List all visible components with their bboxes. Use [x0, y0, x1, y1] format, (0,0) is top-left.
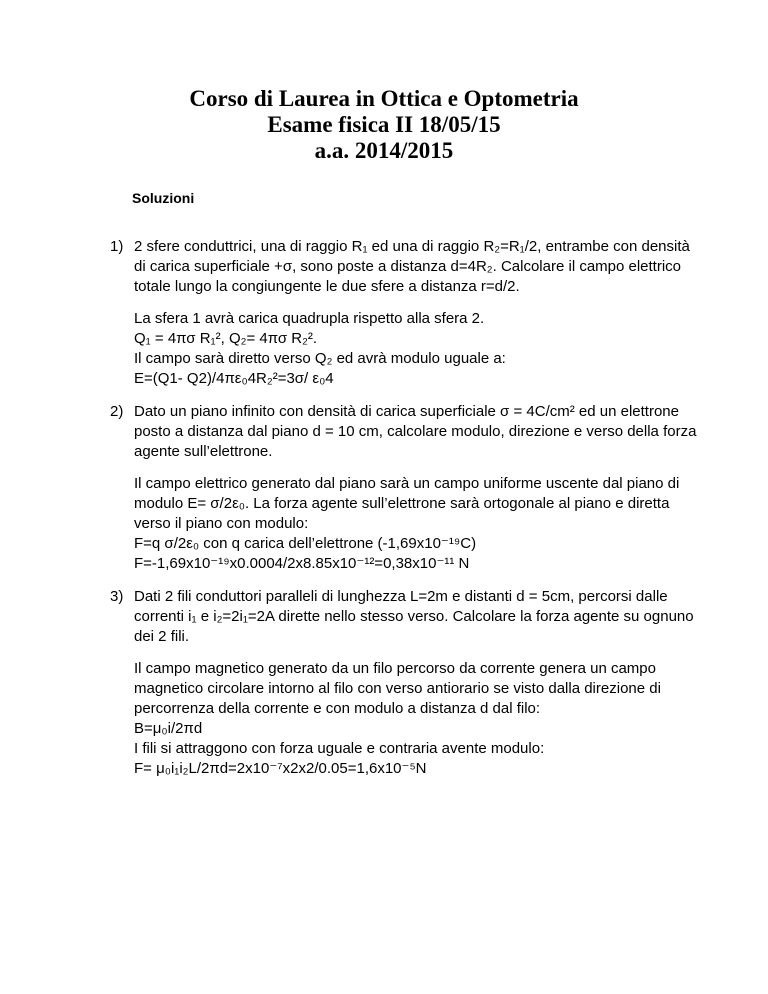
answer-line: verso il piano con modulo: [134, 515, 309, 532]
question-number: 2) [110, 403, 124, 420]
section-heading: Soluzioni [132, 190, 195, 206]
question-text-line: Dati 2 fili conduttori paralleli di lunghezza L=2m e distanti d = 5cm, percorsi dalle [134, 588, 668, 605]
answer-line: La sfera 1 avrà carica quadrupla rispetto alla sfera 2. [134, 310, 485, 327]
question-text-line: correnti i₁ e i₂=2i₁=2A dirette nello stesso verso. Calcolare la forza agente su ognuno [134, 608, 694, 625]
question-number: 1) [110, 238, 124, 255]
answer-line: B=μ₀i/2πd [134, 720, 203, 737]
answer-line: F=-1,69x10⁻¹⁹x0.0004/2x8.85x10⁻¹²=0,38x10⁻¹¹ N [134, 555, 470, 572]
question-text-line: agente sull’elettrone. [134, 443, 273, 460]
answer-line: magnetico circolare intorno al filo con verso antiorario se visto dalla direzione di [134, 680, 661, 697]
question-number: 3) [110, 588, 124, 605]
answer-line: Il campo magnetico generato da un filo percorso da corrente genera un campo [134, 660, 656, 677]
question-text-line: 2 sfere conduttrici, una di raggio R₁ ed una di raggio R₂=R₁/2, entrambe con densità [134, 238, 690, 255]
answer-line: modulo E= σ/2ε₀. La forza agente sull’elettrone sarà ortogonale al piano e diretta [134, 495, 670, 512]
answer-line: E=(Q1- Q2)/4πε₀4R₂²=3σ/ ε₀4 [134, 370, 334, 387]
question-text-line: Dato un piano infinito con densità di carica superficiale σ = 4C/cm² ed un elettrone [134, 403, 679, 420]
answer-line: F= μ₀i₁i₂L/2πd=2x10⁻⁷x2x2/0.05=1,6x10⁻⁵N [134, 760, 427, 777]
question-text-line: totale lungo la congiungente le due sfere a distanza r=d/2. [134, 278, 520, 295]
question-text-line: posto a distanza dal piano d = 10 cm, calcolare modulo, direzione e verso della forza [134, 423, 697, 440]
course-title: Corso di Laurea in Ottica e Optometria [189, 86, 579, 111]
answer-line: percorrenza della corrente e con modulo a distanza d dal filo: [134, 700, 541, 717]
answer-line: I fili si attraggono con forza uguale e contraria avente modulo: [134, 740, 545, 757]
question-text-line: di carica superficiale +σ, sono poste a distanza d=4R₂. Calcolare il campo elettrico [134, 258, 682, 275]
academic-year: a.a. 2014/2015 [314, 138, 454, 163]
answer-line: F=q σ/2ε₀ con q carica dell’elettrone (-1,69x10⁻¹⁹C) [134, 535, 477, 552]
answer-line: Il campo sarà diretto verso Q₂ ed avrà modulo uguale a: [134, 350, 506, 367]
answer-line: Q₁ = 4πσ R₁², Q₂= 4πσ R₂². [134, 330, 318, 347]
exam-title: Esame fisica II 18/05/15 [267, 112, 501, 137]
answer-line: Il campo elettrico generato dal piano sarà un campo uniforme uscente dal piano di [134, 475, 680, 492]
question-text-line: dei 2 fili. [134, 628, 190, 645]
